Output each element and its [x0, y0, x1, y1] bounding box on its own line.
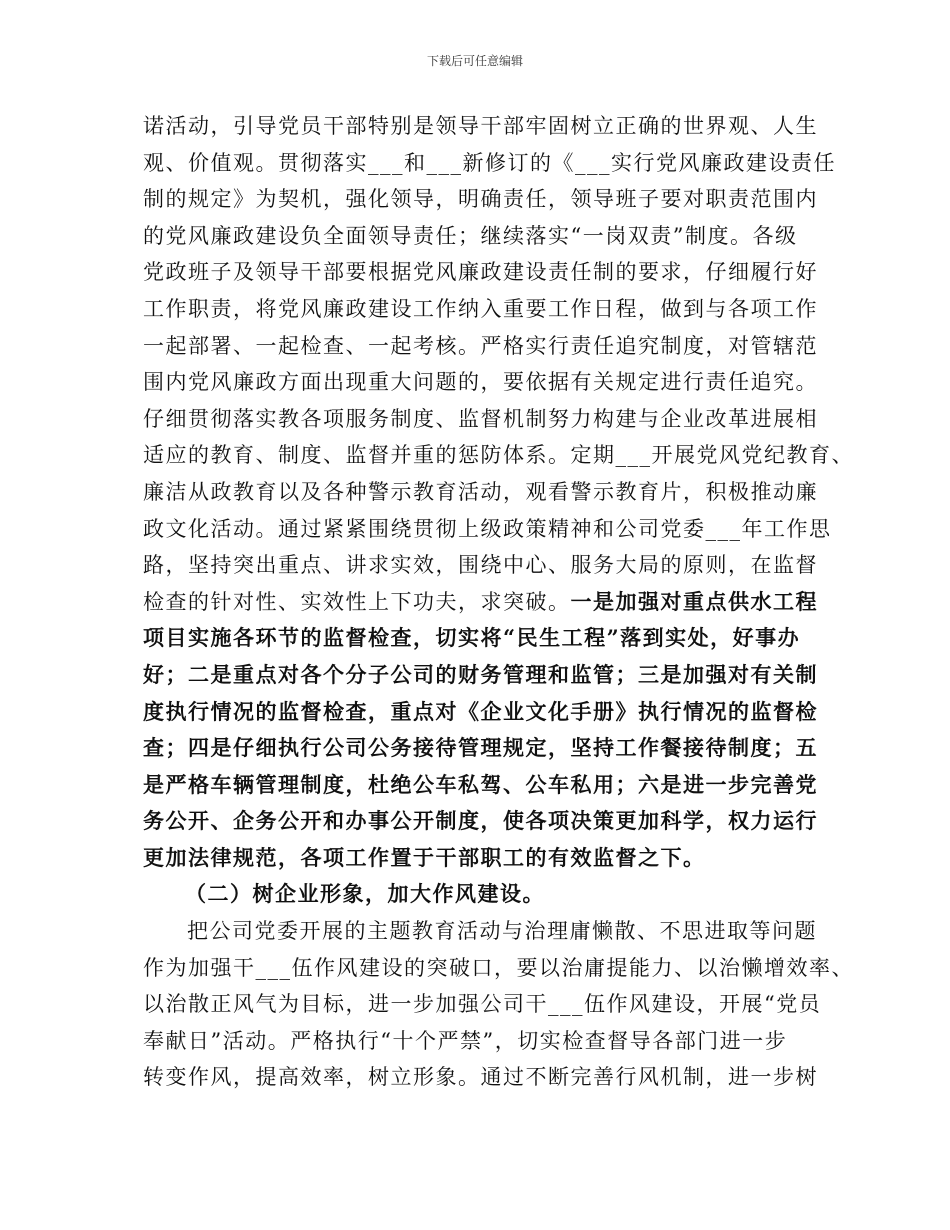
bold-line: 好；二是重点对各个分子公司的财务管理和监管；三是加强对有关制: [143, 661, 818, 687]
mixed-line: [143, 584, 818, 621]
text-line: 党政班子及领导干部要根据党风廉政建设责任制的要求，仔细履行好: [143, 260, 818, 285]
text-line: 的党风廉政建设负全面领导责任；继续落实“一岗双责”制度。各级: [143, 223, 798, 248]
text-line: 适应的教育、制度、监督并重的惩防体系。定期___开展党风党纪教育、: [143, 443, 854, 468]
section-heading: （二）树企业形象，加大作风建设。: [185, 881, 545, 907]
text-segment: 检查的针对性、实效性上下功夫，求突破。: [143, 589, 571, 614]
bold-line: 度执行情况的监督检查，重点对《企业文化手册》执行情况的监督检: [143, 698, 818, 724]
document-body: [143, 108, 854, 1096]
text-line: 仔细贯彻落实教各项服务制度、监督机制努力构建与企业改革进展相: [143, 406, 818, 431]
bold-line: 更加法律规范，各项工作置于干部职工的有效监督之下。: [143, 844, 706, 870]
paragraph-start-line: 把公司党委开展的主题教育活动与治理庸懒散、不思进取等问题: [187, 919, 817, 944]
text-line: 制的规定》为契机，强化领导，明确责任，领导班子要对职责范围内: [143, 187, 818, 212]
text-line: 观、价值观。贯彻落实___和___新修订的《___实行党风廉政建设责任: [143, 150, 836, 175]
text-line: 廉洁从政教育以及各种警示教育活动，观看警示教育片，积极推动廉: [143, 479, 818, 504]
bold-line: 务公开、企务公开和办事公开制度，使各项决策更加科学，权力运行: [143, 808, 818, 834]
text-line: 转变作风，提高效率，树立形象。通过不断完善行风机制，进一步树: [143, 1065, 818, 1090]
bold-line: 是严格车辆管理制度，杜绝公车私驾、公车私用；六是进一步完善党: [143, 771, 818, 797]
bold-line: 查；四是仔细执行公司公务接待管理规定，坚持工作餐接待制度；五: [143, 735, 818, 761]
text-line: 奉献日”活动。严格执行“十个严禁”，切实检查督导各部门进一步: [143, 1028, 788, 1053]
bold-segment: 一是加强对重点供水工程: [570, 588, 818, 614]
text-line: 诺活动，引导党员干部特别是领导干部牢固树立正确的世界观、人生: [143, 114, 818, 138]
text-line: 围内党风廉政方面出现重大问题的，要依据有关规定进行责任追究。: [143, 370, 818, 395]
text-line: 以治散正风气为目标，进一步加强公司干___伍作风建设，开展“党员: [143, 992, 822, 1017]
text-line: 一起部署、一起检查、一起考核。严格实行责任追究制度，对管辖范: [143, 333, 818, 358]
text-line: 工作职责，将党风廉政建设工作纳入重要工作日程，做到与各项工作: [143, 296, 818, 321]
text-line: 作为加强干___伍作风建设的突破口，要以治庸提能力、以治懒增效率、: [143, 955, 854, 980]
bold-line: 项目实施各环节的监督检查，切实将“民生工程”落到实处，好事办: [143, 625, 801, 651]
page-header: 下载后可任意编辑: [426, 54, 523, 68]
text-line: 路，坚持突出重点、讲求实效，围绕中心、服务大局的原则，在监督: [143, 553, 818, 578]
text-line: 政文化活动。通过紧紧围绕贯彻上级政策精神和公司党委___年工作思: [143, 516, 832, 541]
